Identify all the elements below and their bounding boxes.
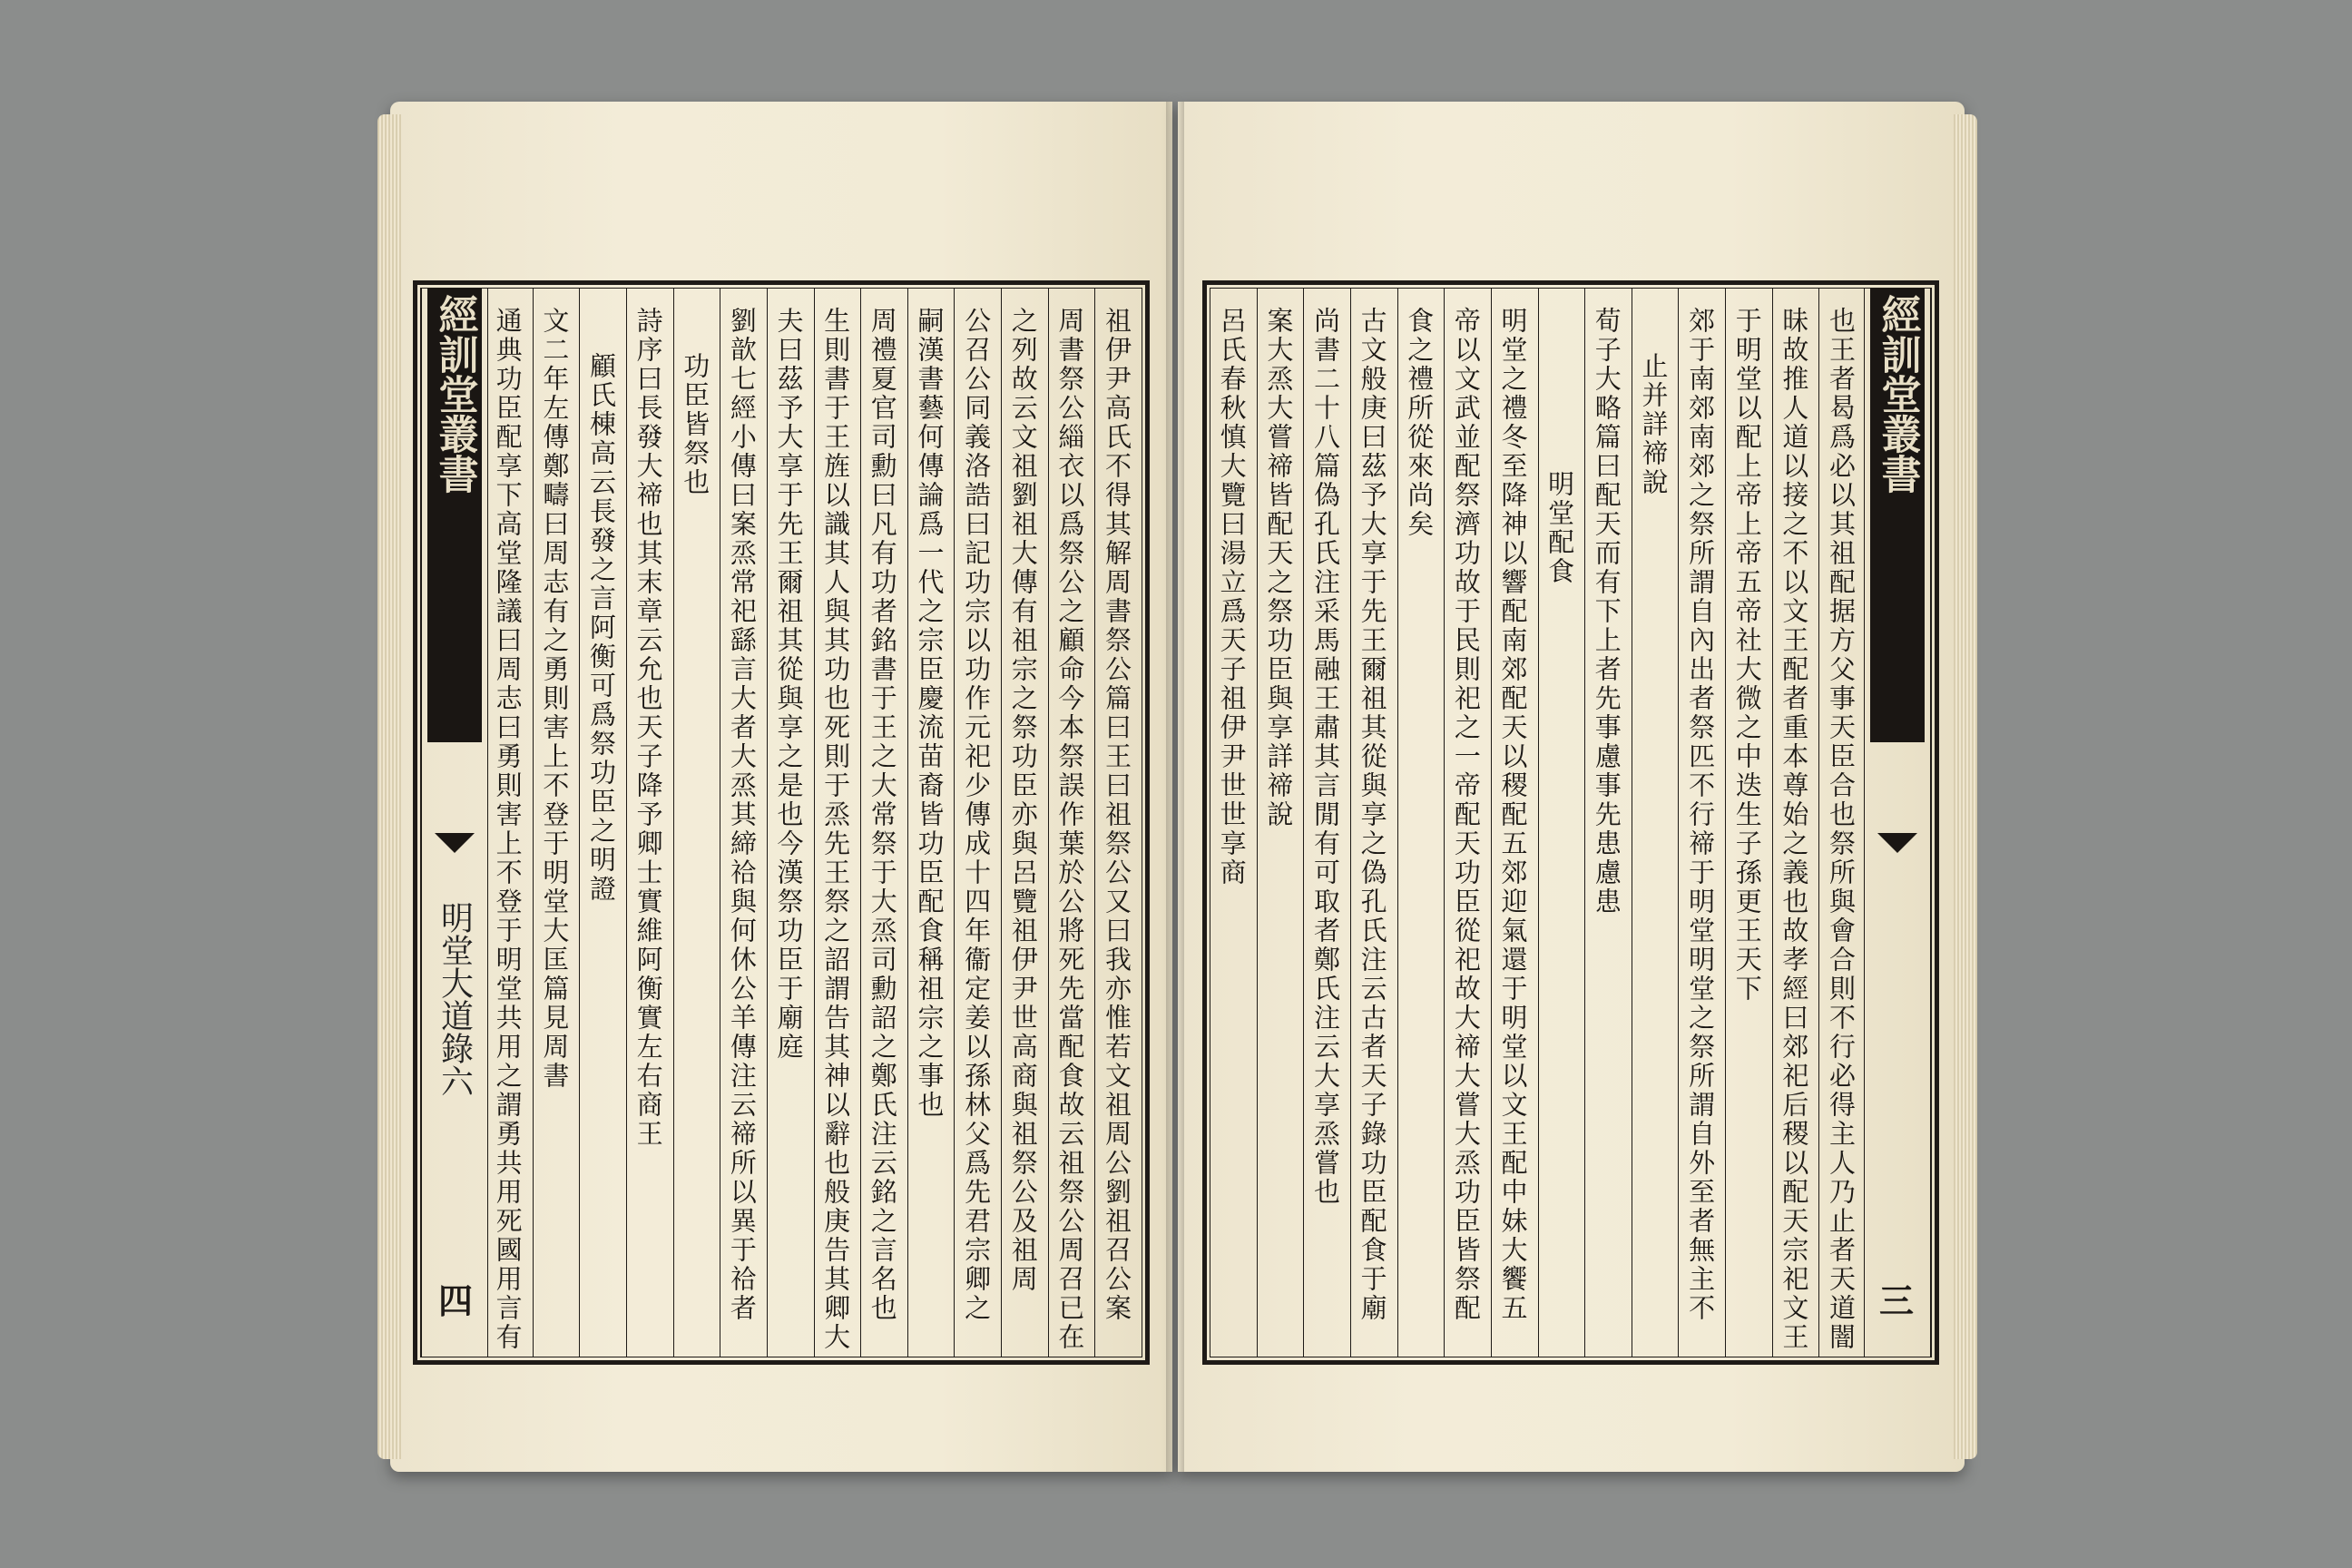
page-number-left: 四 <box>438 1280 474 1321</box>
title-banner-left <box>421 289 488 1357</box>
left-page <box>390 102 1172 1472</box>
text-column: 詩序曰長發大禘也其末章云允也天子降予卿士實維阿衡實左右商王 <box>627 289 674 1357</box>
text-column: 公召公同義洛誥曰記功宗以功作元祀少傳成十四年衞定姜以孫林父爲先君宗卿之 <box>955 289 1002 1357</box>
svg-text:經訓堂叢書: 經訓堂叢書 <box>1874 294 1921 494</box>
fish-tail-mark-right <box>1877 833 1917 878</box>
text-column: 文二年左傳鄭疇曰周志有之勇則害上不登于明堂大匡篇見周書 <box>534 289 581 1357</box>
text-column: 之列故云文祖劉祖大傳有祖宗之祭功臣亦與呂覽祖伊尹世高商與祖祭公及祖周 <box>1002 289 1049 1357</box>
text-column: 荀子大略篇曰配天而有下上者先事慮事先患慮患 <box>1585 289 1632 1357</box>
text-column: 顧氏棟高云長發之言阿衡可爲祭功臣之明證 <box>580 289 627 1357</box>
text-column: 夫曰茲予大享于先王爾祖其從與享之是也今漢祭功臣于廟庭 <box>768 289 815 1357</box>
text-column: 郊于南郊南郊之祭所謂自內出者祭匹不行禘于明堂明堂之祭所謂自外至者無主不 <box>1679 289 1726 1357</box>
svg-text:明堂大道錄六: 明堂大道錄六 <box>436 901 474 1097</box>
text-column: 昧故推人道以接之不以文王配者重本尊始之義也故孝經曰郊祀后稷以配天宗祀文王 <box>1773 289 1820 1357</box>
banner-subtitle-left <box>427 747 482 1137</box>
text-column: 帝以文武並配祭濟功故于民則祀之一帝配天功臣從祀故大禘大嘗大烝功臣皆祭配 <box>1445 289 1492 1357</box>
page-edge-left <box>377 114 401 1459</box>
text-columns-left <box>486 289 1142 1357</box>
text-column: 于明堂以配上帝上帝五帝社大微之中迭生子孫更王天下 <box>1726 289 1773 1357</box>
text-column: 生則書于王旌以識其人與其功也死則于烝先王祭之詔謂告其神以辭也般庚告其卿大 <box>815 289 862 1357</box>
text-column: 劉歆七經小傳曰案烝常祀繇言大者大烝其締祫與何休公羊傳注云禘所以異于祫者 <box>720 289 768 1357</box>
text-column: 止并詳禘說 <box>1632 289 1680 1357</box>
page-number-right: 三 <box>1879 1280 1915 1321</box>
page-edge-right <box>1954 114 1977 1459</box>
text-column: 食之禮所從來尚矣 <box>1398 289 1446 1357</box>
text-column: 古文般庚曰茲予大享于先王爾祖其從與享之偽孔氏注云古者天子錄功臣配食于廟 <box>1351 289 1398 1357</box>
text-column: 周書祭公緇衣以爲祭公之顧命今本祭誤作葉於公將死先當配食故云祖祭公周召已在 <box>1049 289 1096 1357</box>
svg-text:經訓堂叢書: 經訓堂叢書 <box>431 294 478 494</box>
text-column: 通典功臣配享下高堂隆議曰周志曰勇則害上不登于明堂共用之謂勇共用死國用言有 <box>486 289 534 1357</box>
open-book <box>390 102 1965 1481</box>
text-column: 周禮夏官司勳曰凡有功者銘書于王之大常祭于大烝司勳詔之鄭氏注云銘之言名也 <box>861 289 908 1357</box>
banner-title-left <box>427 289 482 742</box>
text-frame-left <box>413 280 1150 1365</box>
text-column: 功臣皆祭也 <box>674 289 721 1357</box>
text-column: 案大烝大嘗禘皆配天之祭功臣與享詳禘說 <box>1258 289 1305 1357</box>
text-columns-right <box>1210 289 1866 1357</box>
text-column: 嗣漢書藝何傳論爲一代之宗臣慶流苗裔皆功臣配食稱祖宗之事也 <box>908 289 956 1357</box>
text-column: 明堂之禮冬至降神以響配南郊配天以稷配五郊迎氣還于明堂以文王配中妹大饗五 <box>1492 289 1539 1357</box>
section-heading: 明堂配食 <box>1539 289 1586 1357</box>
banner-title-right <box>1870 289 1925 742</box>
text-column: 祖伊尹高氏不得其解周書祭公篇曰王曰祖祭公又曰我亦惟若文祖周公劉祖召公案 <box>1102 307 1132 1323</box>
text-column: 尚書二十八篇偽孔氏注采馬融王肅其言閒有可取者鄭氏注云大享烝嘗也 <box>1304 289 1351 1357</box>
right-page <box>1178 102 1965 1472</box>
text-column: 也王者曷爲必以其祖配据方父事天臣合也祭所與會合則不行必得主人乃止者天道闇 <box>1826 307 1857 1352</box>
book-gutter <box>1166 102 1184 1472</box>
title-banner-right <box>1864 289 1931 1357</box>
text-frame-right <box>1202 280 1939 1365</box>
text-column: 呂氏春秋慎大覽曰湯立爲天子祖伊尹世世享商 <box>1210 289 1258 1357</box>
